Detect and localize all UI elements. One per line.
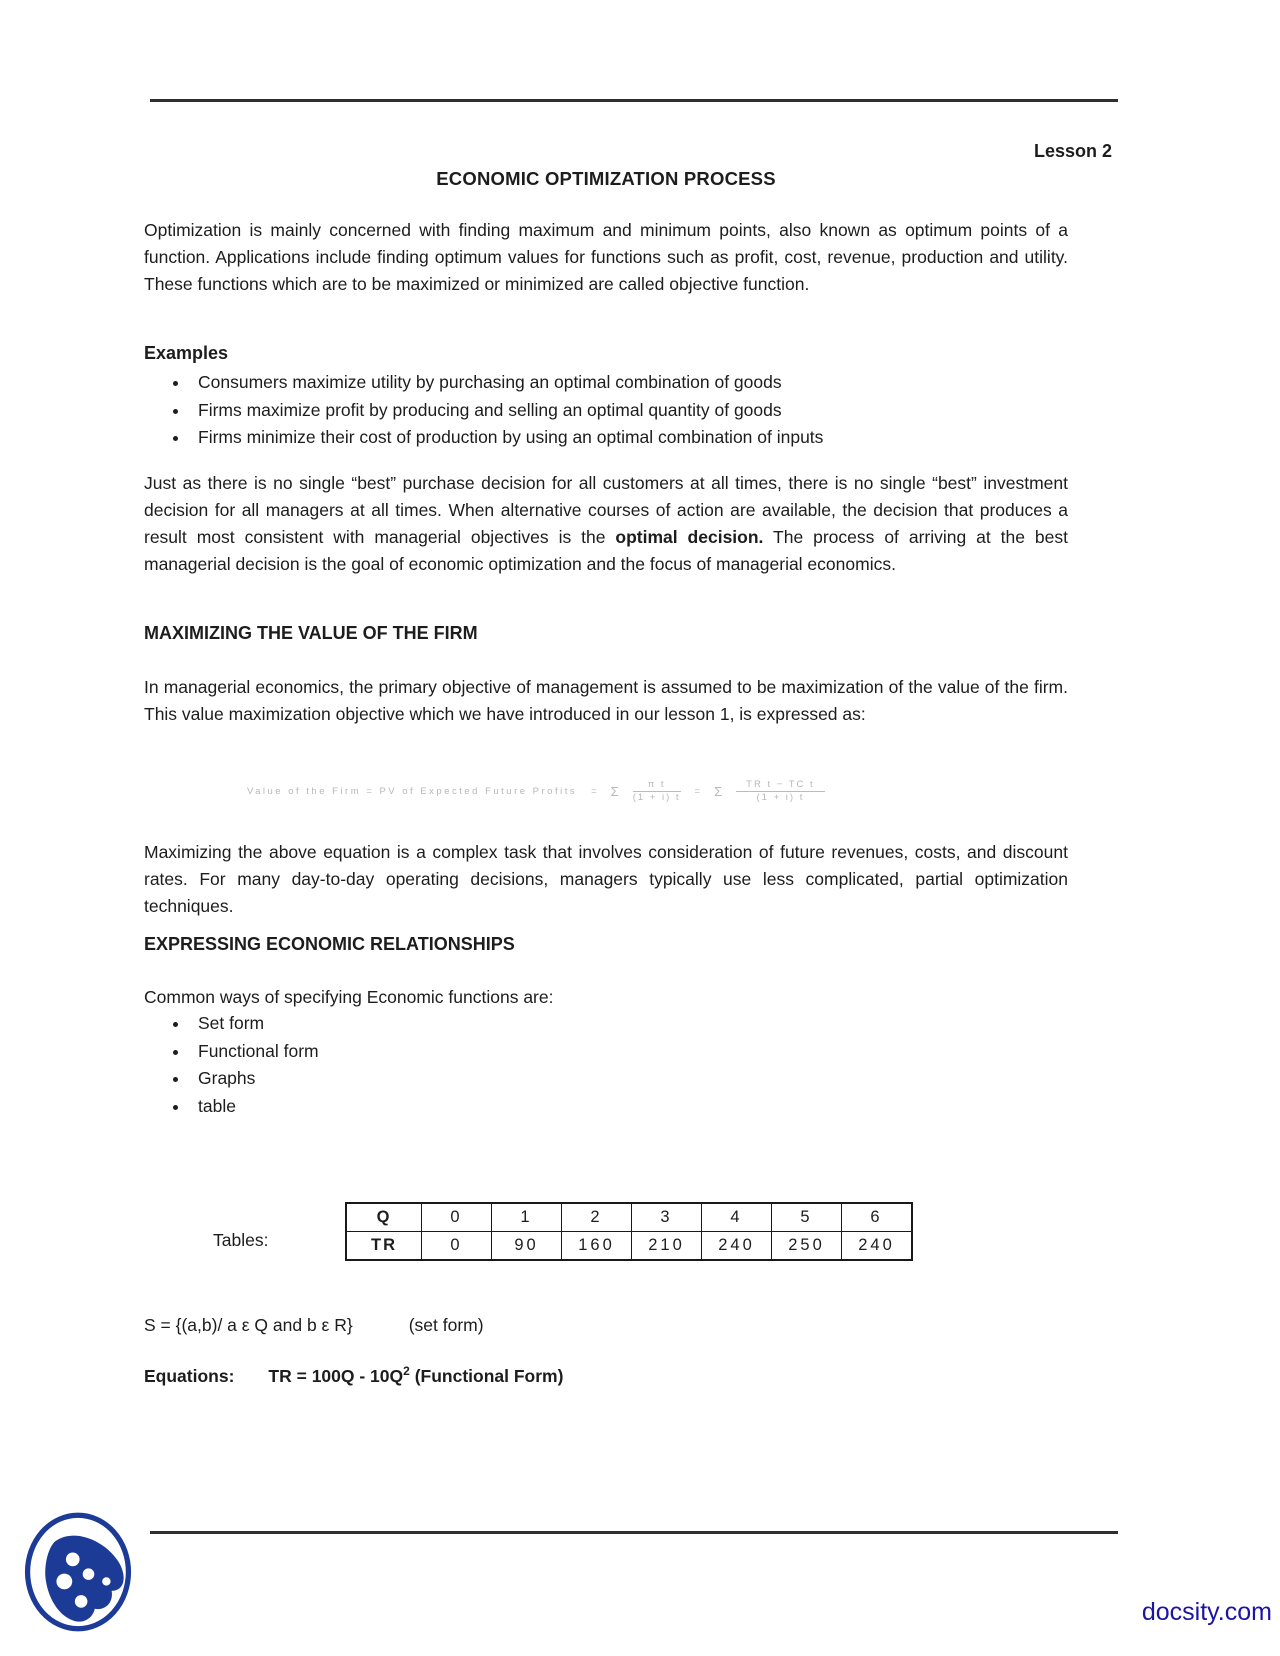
- maximizing-paragraph: In managerial economics, the primary objective of management is assumed to be maximization of the value of the firm. This value maximization objective which we have introduced in our lesson 1, is expressed as:: [144, 677, 1068, 724]
- list-item: [190, 1093, 1114, 1121]
- sigma-symbol: Σ: [610, 783, 619, 799]
- table-cell: 1: [492, 1203, 562, 1232]
- list-item-text: Firms minimize their cost of production by using an optimal combination of inputs: [198, 427, 824, 447]
- table-cell: 240: [842, 1232, 913, 1261]
- tr-formula: TR = 100Q - 10Q: [268, 1365, 404, 1386]
- fraction-numerator: π t: [633, 780, 681, 792]
- bottom-rule: [150, 1531, 1118, 1534]
- table-cell: 160: [562, 1232, 632, 1261]
- expressing-heading: EXPRESSING ECONOMIC RELATIONSHIPS: [144, 934, 515, 954]
- list-item-text: table: [198, 1095, 236, 1116]
- q-tr-table: [345, 1202, 913, 1261]
- optimal-decision-bold: optimal decision.: [615, 527, 764, 547]
- docsity-link[interactable]: docsity.com: [1141, 1598, 1272, 1626]
- table-cell: Q: [346, 1203, 422, 1232]
- fraction-denominator: (1 + i) t: [756, 792, 805, 803]
- value-of-firm-equation: [247, 780, 867, 803]
- docsity-logo-icon: [22, 1510, 134, 1634]
- formula-superscript: 2: [403, 1364, 410, 1378]
- table-cell: TR: [346, 1232, 422, 1261]
- set-form-note: (set form): [408, 1315, 484, 1335]
- table-cell: 2: [562, 1203, 632, 1232]
- expressing-list: [144, 1010, 1114, 1120]
- list-item-text: Firms maximize profit by producing and selling an optimal quantity of goods: [198, 399, 782, 420]
- examples-list: [144, 369, 1114, 452]
- maximizing-paragraph-2: Maximizing the above equation is a complex task that involves consideration of future revenues, costs, and discount rates. For many day-to-day operating decisions, managers typically use less complicated, partial optimization techniques.: [144, 842, 1068, 916]
- equations-label: Equations:: [144, 1365, 235, 1386]
- list-item-text: Consumers maximize utility by purchasing an optimal combination of goods: [198, 372, 782, 392]
- optimal-decision-paragraph: [144, 470, 1068, 578]
- maximizing-heading: MAXIMIZING THE VALUE OF THE FIRM: [144, 623, 478, 643]
- list-item: [190, 397, 1114, 425]
- equation-lhs: Value of the Firm = PV of Expected Future Profits: [247, 785, 578, 797]
- list-item: [190, 1065, 1114, 1093]
- list-item: [190, 369, 1114, 397]
- paragraph-text: Just as there is no single “best” purchase decision for all customers at all times, there is no single “best” investment decision for all managers at all times. When alternative courses of action are available, the decision that produces a result most consistent with managerial objectives is the: [144, 473, 1068, 547]
- set-form-expression: S = {(a,b)/ a ε Q and b ε R}: [144, 1315, 353, 1335]
- table-cell: 210: [632, 1232, 702, 1261]
- table-cell: 0: [422, 1232, 492, 1261]
- expressing-lead: Common ways of specifying Economic functions are:: [144, 987, 554, 1007]
- fraction: [736, 780, 825, 803]
- paragraph-text: The process of arriving at the best managerial decision is the goal of economic optimization and the focus of managerial economics.: [144, 527, 1068, 574]
- table-cell: 0: [422, 1203, 492, 1232]
- tables-label: Tables:: [213, 1230, 269, 1250]
- page-title: ECONOMIC OPTIMIZATION PROCESS: [436, 168, 776, 189]
- set-form-line: [144, 1315, 484, 1336]
- fraction-denominator: (1 + i) t: [632, 792, 681, 803]
- sigma-symbol: Σ: [714, 783, 723, 799]
- list-item: [190, 1010, 1114, 1038]
- table-cell: 4: [702, 1203, 772, 1232]
- fraction: [633, 780, 681, 803]
- equals-sign: =: [694, 785, 701, 797]
- top-rule: [150, 99, 1118, 102]
- list-item-text: Functional form: [198, 1040, 319, 1061]
- list-item: [190, 1038, 1114, 1066]
- table-cell: 250: [772, 1232, 842, 1261]
- table-cell: 3: [632, 1203, 702, 1232]
- table-cell: 5: [772, 1203, 842, 1232]
- table-cell: 90: [492, 1232, 562, 1261]
- fraction-numerator: TR t − TC t: [736, 780, 825, 792]
- intro-paragraph: Optimization is mainly concerned with finding maximum and minimum points, also known as optimum points of a function. Applications include finding optimum values for functions such as profit, cost, revenue, production and utility. These functions which are to be maximized or minimized are called objective function.: [144, 220, 1068, 294]
- equals-sign: =: [591, 785, 597, 797]
- list-item-text: Set form: [198, 1013, 265, 1033]
- list-item: [190, 424, 1114, 452]
- table-cell: 240: [702, 1232, 772, 1261]
- examples-heading: Examples: [144, 343, 229, 363]
- list-item-text: Graphs: [198, 1068, 256, 1088]
- table-cell: 6: [842, 1203, 913, 1232]
- equations-line: [144, 1364, 563, 1387]
- table-row-tr: [346, 1232, 912, 1261]
- lesson-label: Lesson 2: [1033, 141, 1112, 161]
- formula-suffix: (Functional Form): [409, 1365, 564, 1386]
- table-row-q: [346, 1203, 912, 1232]
